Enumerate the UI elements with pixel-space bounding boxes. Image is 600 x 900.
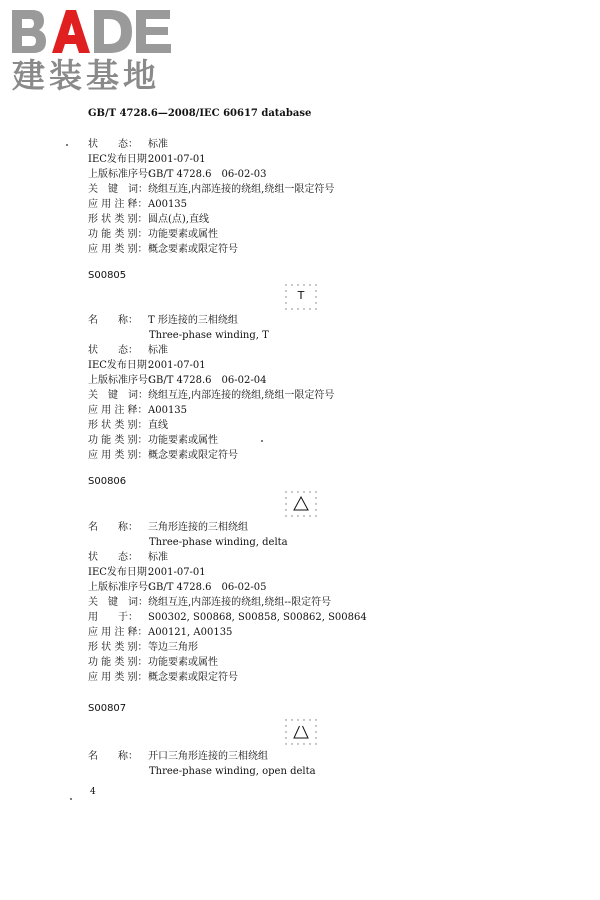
field-row <box>88 212 548 227</box>
field-label: 名 称： <box>88 522 138 533</box>
field-label: 关 键 词： <box>88 184 148 195</box>
field-value-en: Three-phase winding, open delta <box>149 766 316 777</box>
field-label: 功 能 类 别： <box>88 657 148 668</box>
field-row <box>88 625 548 640</box>
field-label: 功 能 类 别： <box>88 229 148 240</box>
field-row <box>88 448 548 463</box>
field-value: 功能要素或属性 <box>148 435 218 446</box>
field-row <box>88 670 548 685</box>
field-label: IEC发布日期： <box>88 360 157 371</box>
field-value: 绕组互连,内部连接的绕组,绕组一限定符号 <box>148 390 335 401</box>
field-value: GB/T 4728.6 06-02-03 <box>148 169 267 180</box>
record-s00806 <box>88 520 548 685</box>
field-value: 概念要素或限定符号 <box>148 244 238 255</box>
field-value: 功能要素或属性 <box>148 657 218 668</box>
field-row <box>88 520 548 535</box>
field-value: A00135 <box>148 405 188 416</box>
scan-speck <box>261 440 263 442</box>
field-value: 开口三角形连接的三相绕组 <box>148 751 268 762</box>
field-row <box>88 152 548 167</box>
field-label: 形 状 类 别： <box>88 642 148 653</box>
field-value: 三角形连接的三相绕组 <box>148 522 248 533</box>
field-value: 绕组互连,内部连接的绕组,绕组一限定符号 <box>148 184 335 195</box>
scan-speck <box>66 144 68 146</box>
field-value: 概念要素或限定符号 <box>148 672 238 683</box>
field-label: 状 态： <box>88 552 138 563</box>
record-s00807 <box>88 749 548 779</box>
field-row <box>88 640 548 655</box>
record-continued <box>88 137 548 257</box>
field-label: 用 于： <box>88 612 138 623</box>
field-row <box>88 227 548 242</box>
field-label: 应 用 类 别： <box>88 450 148 461</box>
field-label: IEC发布日期： <box>88 567 157 578</box>
field-label: 应 用 类 别： <box>88 672 148 683</box>
field-value: 2001-07-01 <box>148 360 206 371</box>
field-label: 状 态： <box>88 345 138 356</box>
field-row <box>88 167 548 182</box>
brand-logo <box>8 4 178 96</box>
field-row <box>88 433 548 448</box>
field-row <box>88 388 548 403</box>
field-label: 名 称： <box>88 315 138 326</box>
field-label: 关 键 词： <box>88 390 148 401</box>
symbol-code: S00807 <box>88 703 127 714</box>
symbol-graphic-t <box>284 283 318 311</box>
field-row <box>88 580 548 595</box>
field-row <box>88 373 548 388</box>
field-value: T 形连接的三相绕组 <box>148 315 238 326</box>
field-row <box>88 242 548 257</box>
field-label: 关 键 词： <box>88 597 148 608</box>
field-label: 形 状 类 别： <box>88 420 148 431</box>
field-row <box>88 550 548 565</box>
field-row <box>88 197 548 212</box>
field-label: 上版标准序号： <box>88 375 158 386</box>
field-label: 应 用 注 释： <box>88 199 148 210</box>
field-row <box>88 137 548 152</box>
field-value-en: Three-phase winding, delta <box>149 537 288 548</box>
field-value: 等边三角形 <box>148 642 198 653</box>
field-row <box>88 182 548 197</box>
field-value: 绕组互连,内部连接的绕组,绕组--限定符号 <box>148 597 332 608</box>
field-label: 名 称： <box>88 751 138 762</box>
field-value: 标准 <box>148 552 168 563</box>
field-row <box>88 403 548 418</box>
field-row-en <box>88 328 548 343</box>
field-label: 形 状 类 别： <box>88 214 148 225</box>
field-row-en <box>88 535 548 550</box>
field-value: A00121, A00135 <box>148 627 233 638</box>
field-value: 概念要素或限定符号 <box>148 450 238 461</box>
field-label: 上版标准序号： <box>88 582 158 593</box>
field-value: 标准 <box>148 139 168 150</box>
field-value: 2001-07-01 <box>148 154 206 165</box>
field-row <box>88 565 548 580</box>
field-value: 功能要素或属性 <box>148 229 218 240</box>
field-row <box>88 418 548 433</box>
field-label: 应 用 类 别： <box>88 244 148 255</box>
field-row <box>88 358 548 373</box>
symbol-code: S00806 <box>88 476 127 487</box>
field-value: 直线 <box>148 420 168 431</box>
field-value: 标准 <box>148 345 168 356</box>
field-row <box>88 343 548 358</box>
field-row-en <box>88 764 548 779</box>
field-label: 上版标准序号： <box>88 169 158 180</box>
symbol-graphic-delta <box>284 490 318 518</box>
field-label: 应 用 注 释： <box>88 627 148 638</box>
field-row <box>88 655 548 670</box>
symbol-t-glyph: T <box>297 289 305 302</box>
record-s00805 <box>88 313 548 463</box>
field-value: 2001-07-01 <box>148 567 206 578</box>
field-value: GB/T 4728.6 06-02-04 <box>148 375 267 386</box>
field-value: S00302, S00868, S00858, S00862, S00864 <box>148 612 367 623</box>
field-label: 功 能 类 别： <box>88 435 148 446</box>
logo-chinese-text: 建装基地 <box>12 56 160 95</box>
field-row <box>88 313 548 328</box>
symbol-code: S00805 <box>88 270 127 281</box>
field-row <box>88 610 548 625</box>
field-value: A00135 <box>148 199 188 210</box>
field-value-en: Three-phase winding, T <box>149 330 269 341</box>
field-row <box>88 749 548 764</box>
field-label: 状 态： <box>88 139 138 150</box>
field-value: GB/T 4728.6 06-02-05 <box>148 582 267 593</box>
field-label: 应 用 注 释： <box>88 405 148 416</box>
field-value: 圆点(点),直线 <box>148 214 209 225</box>
field-row <box>88 595 548 610</box>
scan-speck <box>70 798 72 800</box>
field-label: IEC发布日期： <box>88 154 157 165</box>
page-number: 4 <box>90 787 96 797</box>
symbol-graphic-open-delta <box>284 718 318 746</box>
document-header: GB/T 4728.6—2008/IEC 60617 database <box>88 108 312 119</box>
